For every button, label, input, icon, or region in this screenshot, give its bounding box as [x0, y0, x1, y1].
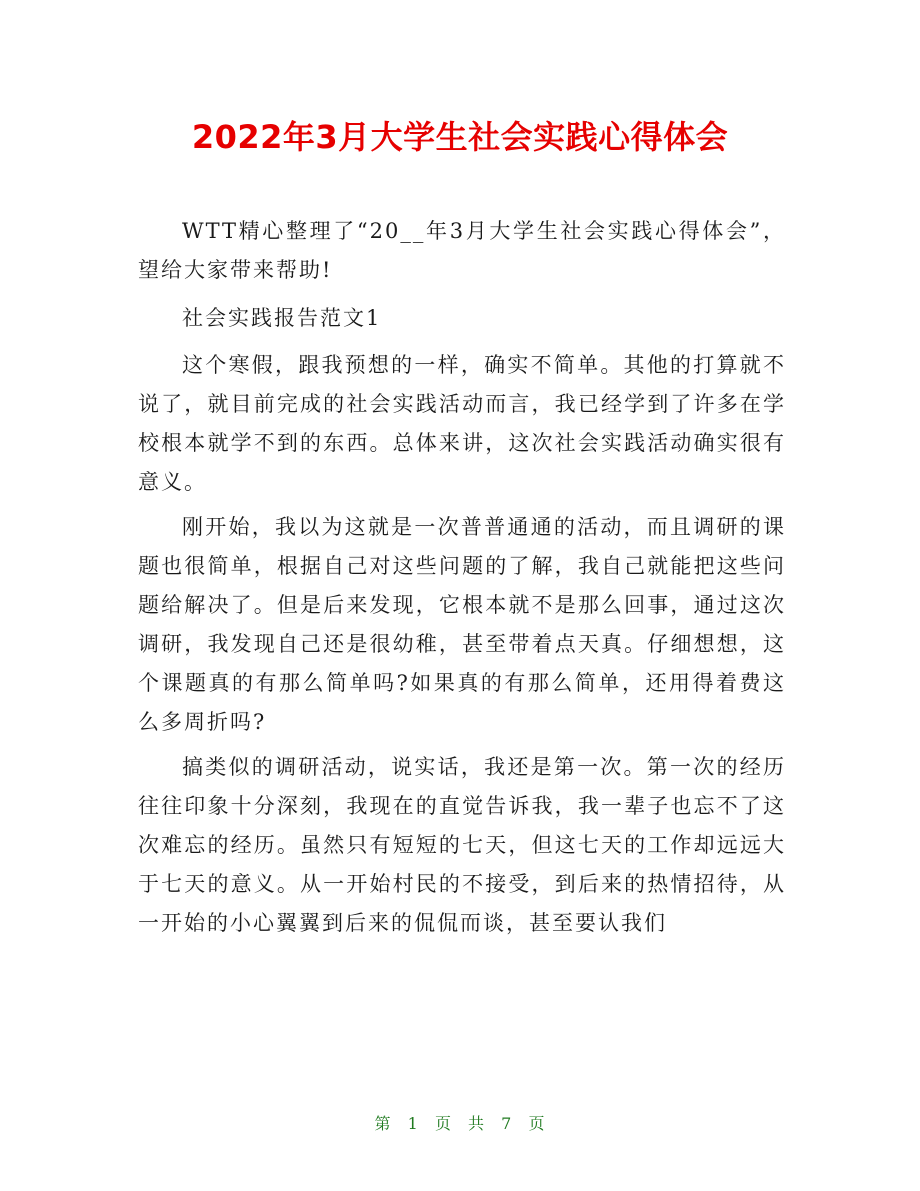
body-paragraph-2: 刚开始，我以为这就是一次普普通通的活动，而且调研的课题也很简单，根据自己对这些问题的了解，我自己就能把这些问题给解决了。但是后来发现，它根本就不是那么回事，通过这次调研，我发现自己还是很幼稚，甚至带着点天真。仔细想想，这个课题真的有那么简单吗?如果真的有那么简单，还用得着费这么多周折吗? [138, 515, 786, 734]
footer-total-pages: 7 [501, 1114, 513, 1133]
footer-page-word: 页 [434, 1114, 452, 1133]
body-paragraph-1: 这个寒假，跟我预想的一样，确实不简单。其他的打算就不说了，就目前完成的社会实践活动而言，我已经学到了许多在学校根本就学不到的东西。总体来讲，这次社会实践活动确实很有意义。 [138, 353, 786, 494]
footer-prefix: 第 [374, 1114, 392, 1133]
footer-total-prefix: 共 [468, 1114, 486, 1133]
document-body [138, 212, 786, 949]
document-title: 2022年3月大学生社会实践心得体会 [191, 118, 729, 156]
footer-current-page: 1 [407, 1114, 419, 1133]
section-subheading: 社会实践报告范文1 [182, 306, 382, 330]
intro-paragraph: WTT精心整理了“20__年3月大学生社会实践心得体会”，望给大家带来帮助! [138, 219, 786, 282]
footer-suffix: 页 [528, 1114, 546, 1133]
body-paragraph-3: 搞类似的调研活动，说实话，我还是第一次。第一次的经历往往印象十分深刻，我现在的直觉告诉我，我一辈子也忘不了这次难忘的经历。虽然只有短短的七天，但这七天的工作却远远大于七天的意义。从一开始村民的不接受，到后来的热情招待，从一开始的小心翼翼到后来的侃侃而谈，甚至要认我们 [138, 755, 786, 935]
page-number-footer [0, 1112, 920, 1136]
